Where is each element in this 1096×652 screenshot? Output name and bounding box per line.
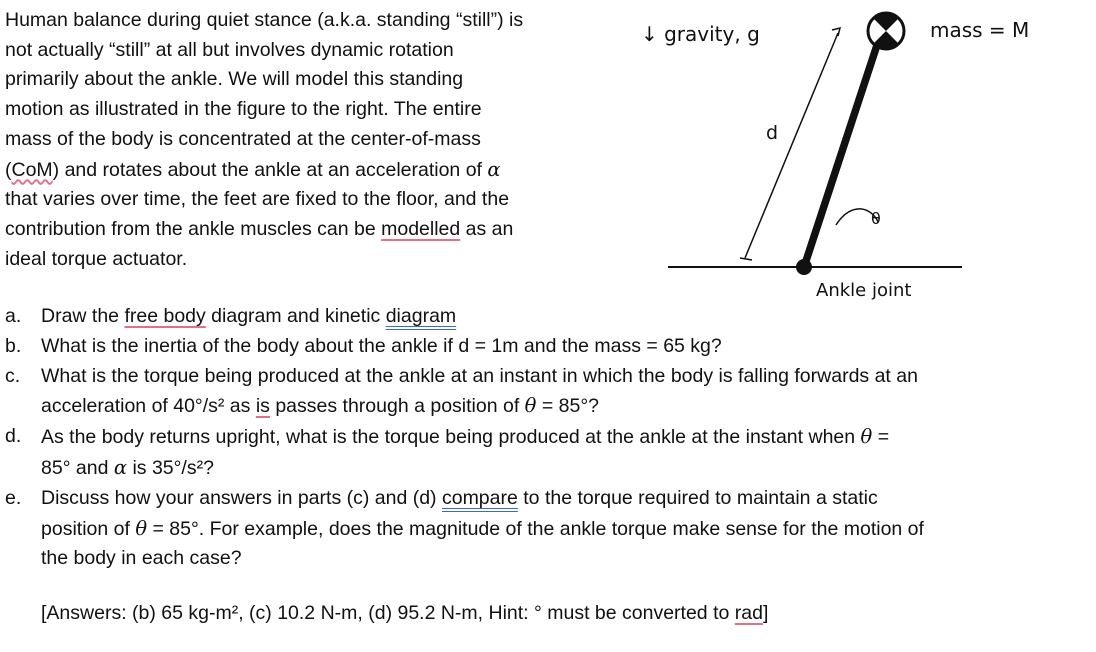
spellcheck-com: CoM — [11, 158, 53, 181]
theta-symbol: θ — [524, 394, 537, 418]
answers-line: [Answers: (b) 65 kg-m², (c) 10.2 N-m, (d) 95.2 N-m, Hint: ° must be converted to rad] — [41, 602, 769, 624]
intro-line: primarily about the ankle. We will model this standing — [5, 68, 464, 91]
spellcheck-modelled: modelled — [381, 217, 461, 240]
length-d-dimension — [740, 28, 840, 260]
intro-line: (CoM) and rotates about the ankle at an acceleration of α — [5, 157, 501, 181]
intro-line: contribution from the ankle muscles can be modelled as an — [5, 217, 514, 240]
theta-symbol: θ — [860, 425, 873, 449]
question-letter: d. — [5, 425, 22, 448]
ankle-joint-dot — [796, 259, 812, 275]
ankle-joint-label: Ankle joint — [816, 280, 912, 301]
spellcheck-rad: rad — [734, 602, 763, 624]
gravity-label: ↓ gravity, g — [641, 22, 760, 46]
grammar-diagram: diagram — [385, 305, 457, 327]
intro-line: mass of the body is concentrated at the center-of-mass — [5, 127, 481, 150]
alpha-symbol: α — [113, 455, 128, 479]
question-a: a. Draw the free body diagram and kinetic diagram — [5, 302, 1085, 332]
question-letter: e. — [5, 486, 22, 509]
intro-line: motion as illustrated in the figure to the right. The entire — [5, 98, 482, 121]
theta-label: θ — [871, 209, 881, 228]
question-letter: b. — [5, 334, 22, 357]
question-list — [5, 302, 1085, 574]
mass-label: mass = M — [930, 18, 1030, 42]
intro-line: that varies over time, the feet are fixed to the floor, and the — [5, 188, 510, 211]
com-mass-icon — [868, 13, 904, 49]
spellcheck-is: is — [255, 395, 270, 418]
spellcheck-free-body: free body — [124, 305, 206, 327]
question-letter: a. — [5, 305, 22, 327]
question-b: b. What is the inertia of the body about the ankle if d = 1m and the mass = 65 kg? — [5, 332, 1085, 362]
d-label: d — [766, 122, 779, 144]
question-d: d. As the body returns upright, what is the torque being produced at the ankle at the instant when θ = 85° and α is 35°/s²? — [5, 422, 1085, 484]
intro-line: ideal torque actuator. — [5, 247, 188, 270]
body-rod — [804, 36, 880, 267]
question-e: e. Discuss how your answers in parts (c) and (d) compare to the torque required to maintain a static position of θ = 85°. For example, does the magnitude of the ankle torque make sense for the motion of the body in each case? — [5, 484, 1085, 574]
question-letter: c. — [5, 364, 21, 387]
question-c: c. What is the torque being produced at the ankle at an instant in which the body is falling forwards at an acceleration of 40°/s² as is passes through a position of θ = 85°? — [5, 362, 1085, 423]
theta-symbol: θ — [135, 516, 148, 540]
alpha-symbol: α — [487, 157, 501, 181]
intro-line: Human balance during quiet stance (a.k.a. standing “still”) is — [5, 9, 524, 31]
grammar-compare: compare — [441, 486, 518, 509]
intro-line: not actually “still” at all but involves dynamic rotation — [5, 38, 454, 61]
